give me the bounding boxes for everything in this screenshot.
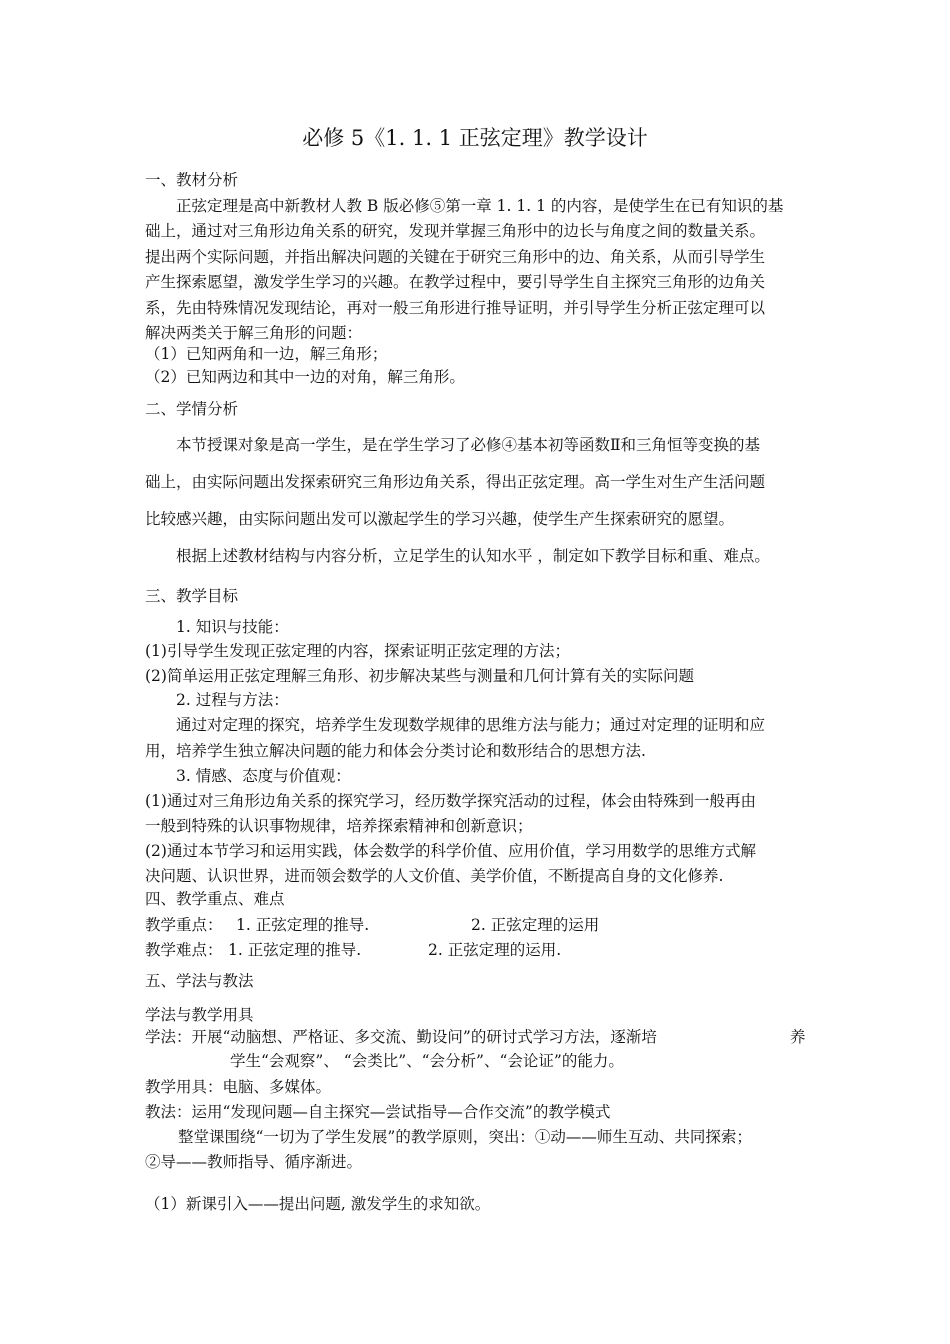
difficulty-label: 教学难点： bbox=[145, 941, 223, 959]
paragraph-line: 础上，通过对三角形边角关系的研究，发现并掌握三角形中的边长与角度之间的数量关系。 bbox=[145, 222, 766, 240]
paragraph-line: 产生探索愿望，激发学生学习的兴趣。在教学过程中，要引导学生自主探究三角形的边角关 bbox=[145, 273, 766, 291]
document-title: 必修 5《1. 1. 1 正弦定理》教学设计 bbox=[302, 126, 648, 150]
section-heading-4: 四、教学重点、难点 bbox=[145, 890, 285, 908]
difficulty-1: 1. 正弦定理的推导. bbox=[228, 941, 362, 959]
list-item: （1）新课引入——提出问题, 激发学生的求知欲。 bbox=[145, 1195, 491, 1213]
subheading: 学法与教学用具 bbox=[145, 1006, 254, 1024]
paragraph-line: 本节授课对象是高一学生，是在学生学习了必修④基本初等函数Ⅱ和三角恒等变换的基 bbox=[176, 436, 761, 454]
paragraph-line: 决问题、认识世界，进而领会数学的人文价值、美学价值，不断提高自身的文化修养. bbox=[145, 867, 724, 885]
paragraph-line-end: 养 bbox=[790, 1028, 806, 1046]
subheading: 1. 知识与技能： bbox=[176, 618, 289, 636]
paragraph-line: 比较感兴趣，由实际问题出发可以激起学生的学习兴趣，使学生产生探索研究的愿望。 bbox=[145, 510, 735, 528]
paragraph-line: 用，培养学生独立解决问题的能力和体会分类讨论和数形结合的思想方法. bbox=[145, 742, 646, 760]
paragraph-line: (1)通过对三角形边角关系的探究学习，经历数学探究活动的过程，体会由特殊到一般再由 bbox=[145, 792, 756, 810]
paragraph-line: 通过对定理的探究，培养学生发现数学规律的思维方法与能力；通过对定理的证明和应 bbox=[176, 716, 766, 734]
paragraph-line: 一般到特殊的认识事物规律，培养探索精神和创新意识； bbox=[145, 817, 533, 835]
paragraph-line: 提出两个实际问题，并指出解决问题的关键在于研究三角形中的边、角关系，从而引导学生 bbox=[145, 248, 766, 266]
subheading: 2. 过程与方法： bbox=[176, 691, 289, 709]
list-item: (2)简单运用正弦定理解三角形、初步解决某些与测量和几何计算有关的实际问题 bbox=[145, 667, 694, 685]
paragraph-line: 根据上述教材结构与内容分析，立足学生的认知水平 ，制定如下教学目标和重、难点。 bbox=[176, 547, 770, 565]
paragraph-line: 解决两类关于解三角形的问题： bbox=[145, 324, 363, 342]
key-point-2: 2. 正弦定理的运用 bbox=[471, 916, 600, 934]
paragraph-line: 整堂课围绕“一切为了学生发展”的教学原则，突出：①动——师生互动、共同探索； bbox=[178, 1128, 752, 1146]
section-heading-3: 三、教学目标 bbox=[145, 587, 239, 605]
subheading: 3. 情感、态度与价值观： bbox=[176, 767, 351, 785]
section-heading-5: 五、学法与教法 bbox=[145, 972, 254, 990]
difficulty-2: 2. 正弦定理的运用. bbox=[428, 941, 562, 959]
paragraph-line: 教学用具：电脑、多媒体。 bbox=[145, 1078, 332, 1096]
paragraph-line: 教法：运用“发现问题—自主探究—尝试指导—合作交流”的教学模式 bbox=[145, 1103, 611, 1121]
list-item: （1）已知两角和一边，解三角形； bbox=[145, 345, 388, 363]
paragraph-line: 学生“会观察”、 “会类比”、“会分析”、“会论证”的能力。 bbox=[230, 1052, 624, 1070]
paragraph-line: (2)通过本节学习和运用实践，体会数学的科学价值、应用价值，学习用数学的思维方式解 bbox=[145, 842, 756, 860]
paragraph-line: 系，先由特殊情况发现结论，再对一般三角形进行推导证明，并引导学生分析正弦定理可以 bbox=[145, 299, 766, 317]
paragraph-line: ②导——教师指导、循序渐进。 bbox=[145, 1153, 363, 1171]
list-item: （2）已知两边和其中一边的对角，解三角形。 bbox=[145, 368, 465, 386]
key-point-label: 教学重点： bbox=[145, 916, 223, 934]
paragraph-line: 正弦定理是高中新教材人教 B 版必修⑤第一章 1. 1. 1 的内容，是使学生在已有知识的基 bbox=[176, 197, 784, 215]
paragraph-line: 础上，由实际问题出发探索研究三角形边角关系，得出正弦定理。高一学生对生产生活问题 bbox=[145, 473, 766, 491]
section-heading-2: 二、学情分析 bbox=[145, 400, 239, 418]
list-item: (1)引导学生发现正弦定理的内容，探索证明正弦定理的方法； bbox=[145, 642, 570, 660]
key-point-1: 1. 正弦定理的推导. bbox=[236, 916, 370, 934]
paragraph-line: 学法：开展“动脑想、严格证、多交流、勤设问”的研讨式学习方法，逐渐培 bbox=[145, 1028, 657, 1046]
section-heading-1: 一、教材分析 bbox=[145, 171, 239, 189]
